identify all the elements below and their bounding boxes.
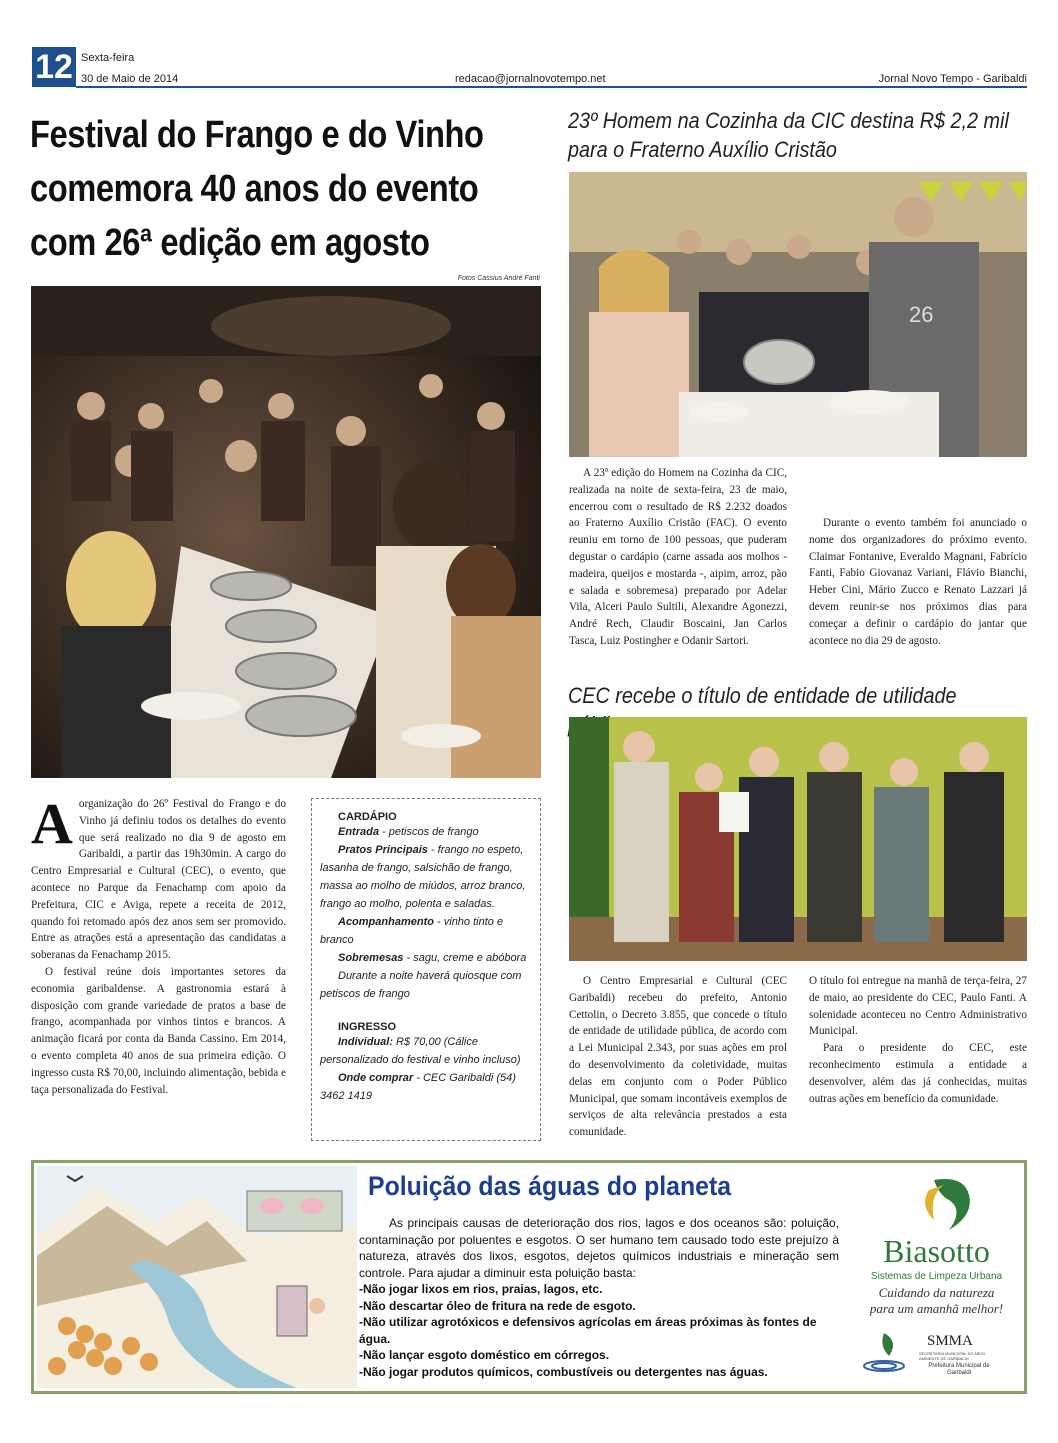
ingresso-heading: INGRESSO (338, 1021, 397, 1033)
entrada-text: - petiscos de frango (378, 826, 479, 838)
entrada-label: Entrada (338, 826, 379, 838)
article-3-title: CEC recebe o título de entidade de utilidade (568, 683, 957, 708)
article-2-col-2 (809, 515, 1027, 649)
ad-intro: As principais causas de deterioração dos rios, lagos e dos oceanos são: poluição, contaminação por poluentes e esgotos. O ser humano tem causado todo este prejuízo à natureza, através dos lixos, esgotos, dejetos químicos industriais e mineração sem controle. Para ajudar a diminuir esta poluição basta: (359, 1216, 839, 1280)
sobremesas-text: - sagu, creme e abóbora (403, 952, 527, 964)
article-3-col-2 (809, 973, 1027, 1107)
ad-body (359, 1215, 839, 1380)
ad-tip-5: -Não jogar produtos químicos, combustíveis ou detergentes nas águas. (359, 1364, 768, 1379)
pratos-label: Pratos Principais (338, 844, 428, 856)
article-3-col-1 (569, 973, 787, 1141)
smma-subtitle: SECRETARIA MUNICIPAL DO MEIO AMBIENTE DE GARIBALDI (919, 1351, 985, 1361)
pratos-text: - frango no espeto, lasanha de frango, salsichão de frango, massa ao molho de miúdos, arroz branco, frango ao molho, polenta e saladas. (320, 844, 526, 910)
onde-text: - CEC Garibaldi (54) 3462 1419 (320, 1072, 516, 1102)
menu-heading: CARDÁPIO (338, 811, 397, 823)
article-2-paragraph-2: Durante o evento também foi anunciado o nome dos organizadores do próximo evento. Claimar Fontanive, Everaldo Magnani, Fabrício Fanti, Fabio Giovanaz Variani, Flávio Bianchi, Heber Cini, Mário Zucco e Renato Lazzari já devem reunir-se nos próximos dias para começar a definir o cardápio do jantar que acontece no dia 29 de agosto. (809, 517, 1027, 647)
pollution-illustration (37, 1166, 357, 1388)
article-2-paragraph-1: A 23ª edição do Homem na Cozinha da CIC, realizada na noite de sexta-feira, 23 de maio, encerrou com o resultado de R$ 2.232 doados ao Fraterno Auxílio Cristão (FAC). O evento reuniu em torno de 100 pessoas, que puderam degustar o cardápio (carne assada aos molhos - madeira, queijos e mostarda -, aipim, arroz, pão e salada e sobremesa) preparado por Adelar Vila, Alceri Paulo Sultili, Alexandre Agonezzi, André Rech, Claudir Boscaini, Jan Carlos Tasca, Luiz Postingher e Odanir Sartori. (569, 467, 787, 647)
ad-tip-2: -Não descartar óleo de fritura na rede de esgoto. (359, 1298, 636, 1313)
brand-subtitle: Sistemas de Limpeza Urbana (870, 1271, 1003, 1282)
header-rule (76, 86, 1027, 88)
individual-text: R$ 70,00 (Cálice personalizado do festival e vinho incluso) (320, 1036, 521, 1066)
acomp-label: Acompanhamento (338, 916, 434, 928)
issue-date: 30 de Maio de 2014 (81, 73, 179, 85)
cec-award-photo (569, 717, 1027, 961)
page-number: 12 (32, 47, 76, 87)
prefeitura-logo-icon (859, 1331, 909, 1376)
biasotto-ad (31, 1160, 1027, 1394)
ad-tip-3: -Não utilizar agrotóxicos e defensivos agrícolas em áreas próximas às fontes de água. (359, 1315, 817, 1346)
acomp-text: - vinho tinto e branco (320, 916, 504, 946)
main-headline: Festival do Frango e do Vinho comemora 40 anos do evento com 26ª edição em agosto (30, 114, 484, 264)
individual-label: Individual: (338, 1036, 393, 1048)
biasotto-logo-icon (914, 1175, 984, 1235)
email-link[interactable]: redacao@jornalnovotempo.net (455, 73, 606, 85)
cic-event-photo (569, 172, 1027, 457)
onde-label: Onde comprar (338, 1072, 414, 1084)
main-paragraph-1: organização do 26º Festival do Frango e do Vinho já definiu todos os detalhes do evento que será realizado no dia 9 de agosto em Garibaldi, a partir das 19h30min. A cargo do Centro Empresarial e Cultural (CEC), o evento, que acontece no Parque da Fenachamp com apoio da Prefeitura, CIC e Aviga, repete a receita de 2012, quando foi retomado após dez anos sem ser promovido. Entre as atrações está a apresentação das candidatas a soberanas da Fenachamp 2015. (31, 798, 286, 962)
article-3-paragraph-1: O Centro Empresarial e Cultural (CEC Garibaldi) recebeu do prefeito, Antonio Cettolin, o Decreto 3.855, que concede o título de entidade de utilidade pública, de acordo com a Lei Municipal 2.343, por suas ações em prol do desenvolvimento da coletividade, muitas delas em conjunto com o Poder Público Municipal, que somam incontáveis exemplos de serviços de alta relevância prestados a esta comunidade. (569, 975, 787, 1139)
article-2-col-1 (569, 465, 787, 650)
drop-cap: A (31, 791, 73, 856)
prefeitura-name: Prefeitura Municipal de Garibaldi (928, 1363, 990, 1376)
main-paragraph-2: O festival reúne dois importantes setores da economia garibaldense. A gastronomia estará à disposição com grande variedade de pratos a base de frango, acompanhada por vinhos tintos e brancos. A animação ficará por conta da Banda Cassino. Em 2014, o evento completa 40 anos de sua primeira edição. O ingresso custa R$ 70,00, incluindo alimentação, bebida e taça personalizada do Festival. (31, 965, 286, 1096)
brand-name: Biasotto (883, 1233, 990, 1269)
ad-tip-4: -Não lançar esgoto doméstico em córregos. (359, 1348, 610, 1362)
slogan-line-1: Cuidando da natureza (878, 1285, 995, 1300)
ad-tip-1: -Não jogar lixos em rios, praias, lagos, etc. (359, 1282, 603, 1296)
weekday: Sexta-feira (81, 52, 135, 64)
quiosque-text: Durante a noite haverá quiosque com petiscos de frango (320, 970, 522, 1000)
photo-credit: Fotos Cassius André Fanti (457, 275, 540, 282)
article-3-paragraph-2: O título foi entregue na manhã de terça-feira, 27 de maio, ao presidente do CEC, Paulo Fanti. A solenidade aconteceu no Centro Administrativo Municipal. (809, 975, 1027, 1038)
slogan-line-2: para um amanhã melhor! (869, 1301, 1004, 1316)
article-2-title: 23º Homem na Cozinha da CIC destina R$ 2,2 mil para o Fraterno Auxílio Cristão (568, 108, 1009, 162)
smma-logo: SMMA (927, 1333, 973, 1349)
festival-photo (31, 286, 541, 778)
main-article-body (31, 791, 286, 1146)
article-3-paragraph-3: Para o presidente do CEC, este reconhecimento estimula a entidade a desenvolver, além das já conhecidas, muitas outras ações em benefício da comunidade. (809, 1042, 1027, 1105)
svg-text:26: 26 (909, 302, 934, 327)
sobremesas-label: Sobremesas (338, 952, 404, 964)
menu-info-box (311, 798, 541, 1141)
publication-name: Jornal Novo Tempo - Garibaldi (878, 73, 1027, 85)
ad-title: Poluição das águas do planeta (368, 1171, 732, 1201)
